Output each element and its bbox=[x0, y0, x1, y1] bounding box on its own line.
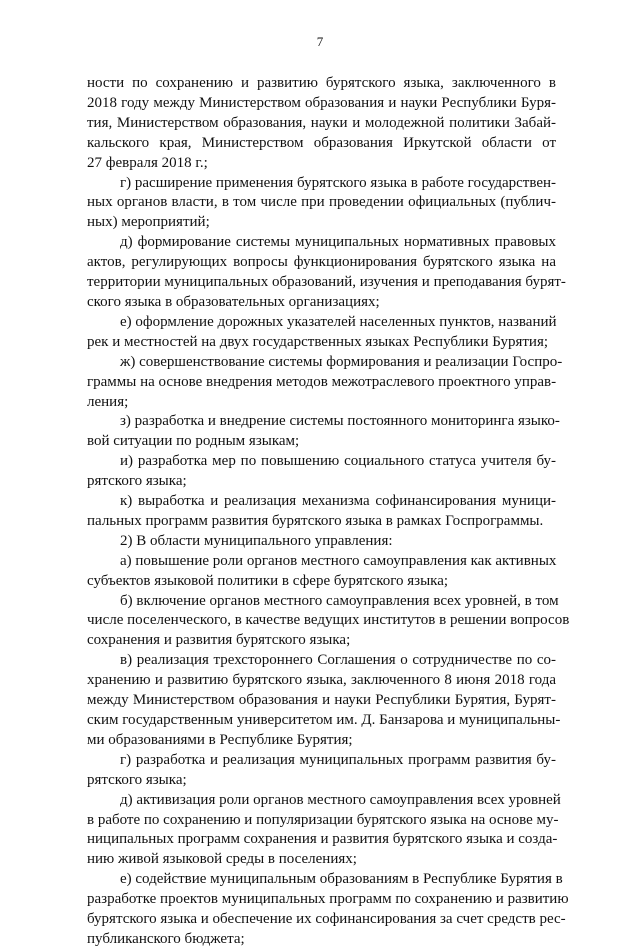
paragraph-p7 bbox=[87, 492, 556, 532]
text-line: ных) мероприятий; bbox=[87, 214, 210, 231]
text-line: нию живой языковой среды в поселениях; bbox=[87, 851, 357, 868]
text-line: 2018 году между Министерством образования и науки Республики Буря- bbox=[87, 94, 556, 111]
text-line: тия, Министерством образования, науки и молодежной политики Забай- bbox=[87, 114, 556, 131]
text-line: и) разработка мер по повышению социального статуса учителя бу- bbox=[120, 453, 556, 470]
text-line: ниципальных программ сохранения и развития бурятского языка и созда- bbox=[87, 831, 558, 848]
paragraph-p9 bbox=[87, 552, 556, 592]
paragraph-p3 bbox=[87, 313, 556, 353]
text-line: ж) совершенствование системы формирования и реализации Госпро- bbox=[120, 353, 563, 370]
text-line: ского языка в образовательных организациях; bbox=[87, 293, 380, 310]
text-line: ных органов власти, в том числе при проведении официальных (публич- bbox=[87, 194, 556, 211]
text-line: числе поселенческого, в качестве ведущих институтов в решении вопросов bbox=[87, 612, 570, 629]
text-line: в работе по сохранению и популяризации бурятского языка на основе му- bbox=[87, 811, 559, 828]
text-line: д) формирование системы муниципальных нормативных правовых bbox=[120, 234, 556, 251]
paragraph-p10 bbox=[87, 592, 570, 652]
text-line: ми образованиями в Республике Бурятия; bbox=[87, 731, 353, 748]
text-line: е) оформление дорожных указателей населенных пунктов, названий bbox=[120, 313, 557, 330]
text-line: 2) В области муниципального управления: bbox=[120, 532, 393, 549]
text-line: 27 февраля 2018 г.; bbox=[87, 154, 208, 171]
text-line: рек и местностей на двух государственных языках Республики Бурятия; bbox=[87, 333, 549, 350]
text-line: д) активизация роли органов местного самоуправления всех уровней bbox=[120, 791, 561, 808]
text-line: ским государственным университетом им. Д. Банзарова и муниципальны- bbox=[87, 712, 561, 728]
paragraph-p6 bbox=[87, 452, 556, 492]
paragraph-p1 bbox=[87, 174, 556, 234]
text-line: публиканского бюджета; bbox=[87, 930, 245, 947]
text-line: а) повышение роли органов местного самоуправления как активных bbox=[120, 552, 557, 569]
paragraph-p8 bbox=[87, 532, 556, 552]
text-line: территории муниципальных образований, изучения и преподавания бурят- bbox=[87, 274, 566, 291]
paragraph-p0 bbox=[87, 74, 556, 174]
paragraph-p13 bbox=[87, 791, 561, 871]
text-line: в) реализация трехстороннего Соглашения о сотрудничестве по со- bbox=[120, 652, 556, 669]
text-line: между Министерством образования и науки Республики Бурятия, Бурят- bbox=[87, 692, 556, 709]
text-line: сохранения и развития бурятского языка; bbox=[87, 632, 351, 649]
text-line: ления; bbox=[87, 393, 129, 410]
paragraph-p4 bbox=[87, 353, 563, 413]
text-line: субъектов языковой политики в сфере бурятского языка; bbox=[87, 572, 449, 589]
page-number: 7 bbox=[316, 34, 324, 49]
paragraph-p2 bbox=[87, 233, 566, 313]
text-line: бурятского языка и обеспечение их софинансирования за счет средств рес- bbox=[87, 911, 566, 928]
paragraph-p5 bbox=[87, 412, 560, 452]
paragraph-p14 bbox=[87, 870, 569, 950]
text-line: рятского языка; bbox=[87, 473, 187, 490]
text-line: пальных программ развития бурятского языка в рамках Госпрограммы. bbox=[87, 512, 544, 529]
document-body bbox=[87, 0, 570, 950]
text-line: рятского языка; bbox=[87, 771, 187, 788]
text-line: хранению и развитию бурятского языка, заключенного 8 июня 2018 года bbox=[87, 672, 556, 689]
text-line: к) выработка и реализация механизма софинансирования муници- bbox=[120, 493, 556, 510]
text-line: кальского края, Министерством образования Иркутской области от bbox=[87, 134, 556, 151]
text-line: г) разработка и реализация муниципальных программ развития бу- bbox=[120, 751, 556, 768]
text-line: е) содействие муниципальным образованиям в Республике Бурятия в bbox=[120, 871, 563, 888]
text-line: ности по сохранению и развитию бурятского языка, заключенного в bbox=[87, 75, 556, 91]
text-line: актов, регулирующих вопросы функционирования бурятского языка на bbox=[87, 254, 556, 271]
text-line: г) расширение применения бурятского языка в работе государствен- bbox=[120, 174, 557, 191]
paragraph-p12 bbox=[87, 751, 556, 791]
text-line: вой ситуации по родным языкам; bbox=[87, 433, 300, 450]
text-line: граммы на основе внедрения методов межотраслевого проектного управ- bbox=[87, 373, 557, 390]
text-line: з) разработка и внедрение системы постоянного мониторинга языко- bbox=[120, 413, 560, 430]
paragraph-p11 bbox=[87, 651, 561, 751]
text-line: разработке проектов муниципальных программ по сохранению и развитию bbox=[87, 891, 569, 908]
text-line: б) включение органов местного самоуправления всех уровней, в том bbox=[120, 592, 559, 609]
